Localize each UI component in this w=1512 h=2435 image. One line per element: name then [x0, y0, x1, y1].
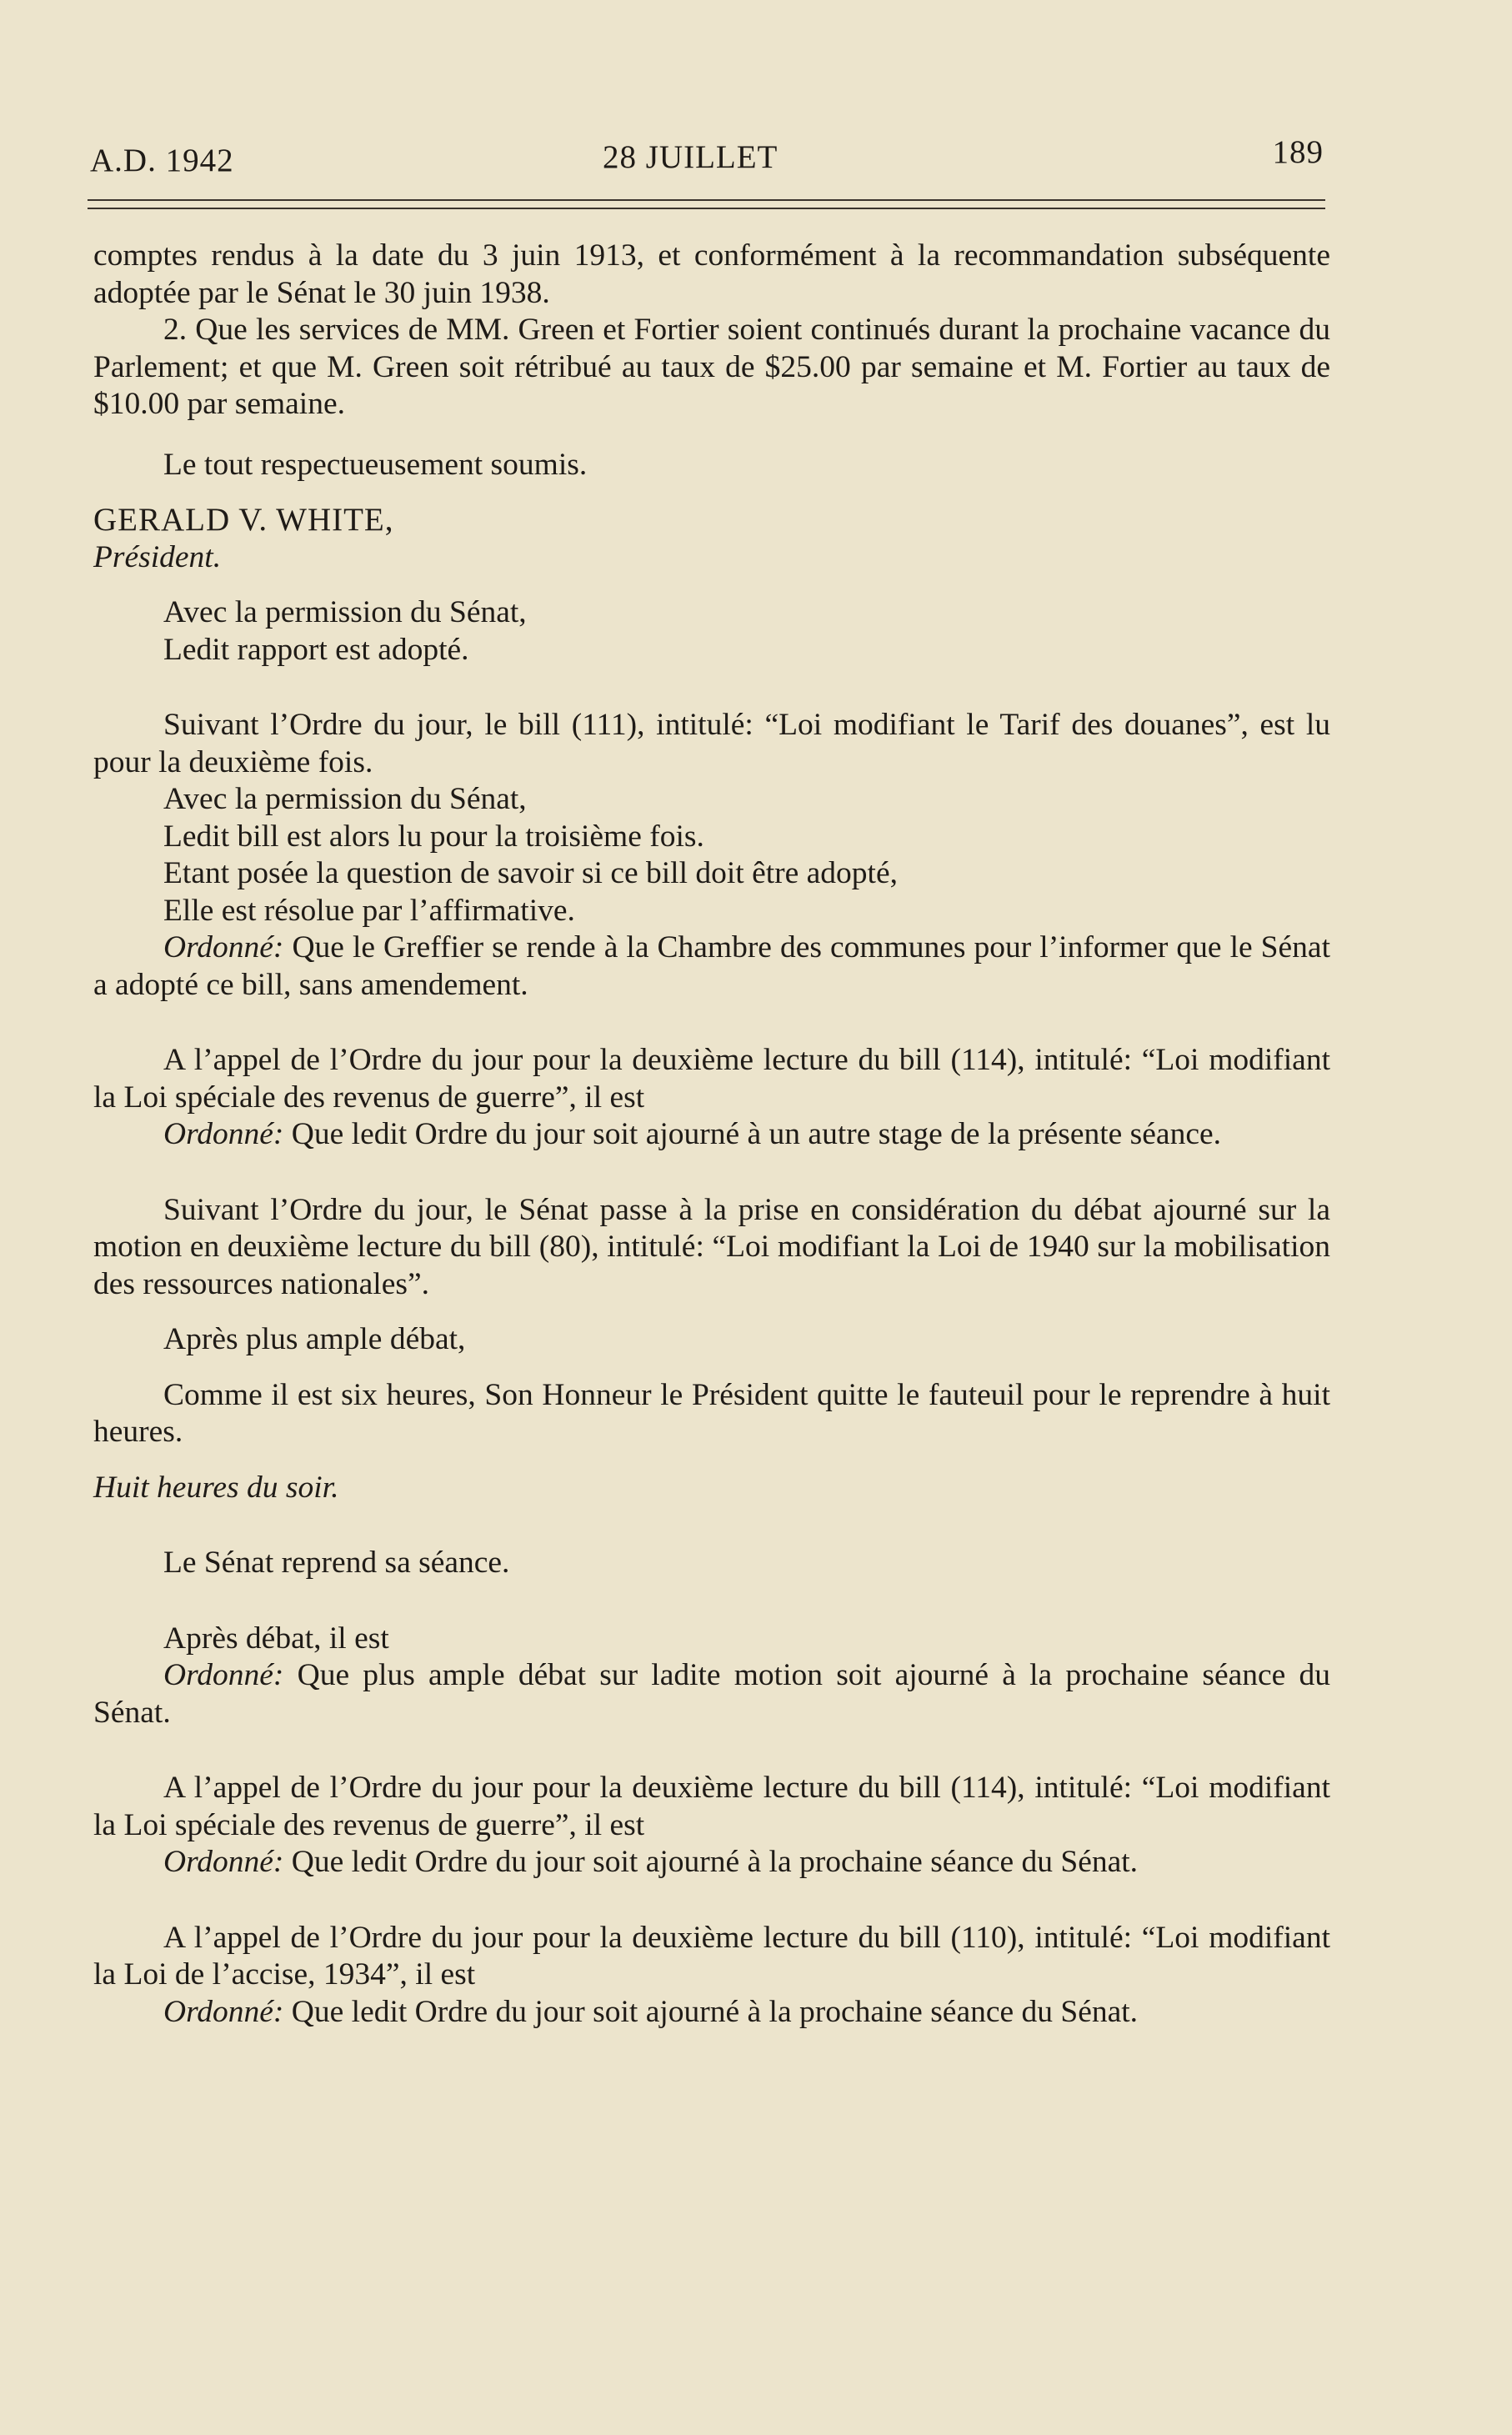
- bill-80-order-text: Que plus ample débat sur ladite motion soit ajourné à la prochaine séance du Sénat.: [93, 1658, 1331, 1730]
- bill-111-order-text: Que le Greffier se rende à la Chambre des communes pour l’informer que le Sénat a adopté ce bill, sans amendement.: [93, 930, 1330, 1002]
- after-debate: Après débat, il est: [163, 1621, 389, 1656]
- header-double-rule: [88, 199, 1325, 209]
- ordonne-label: Ordonné:: [163, 1117, 284, 1151]
- bill-110-intro: A l’appel de l’Ordre du jour pour la deuxième lecture du bill (110), intitulé: “Loi modifiant la Loi de l’accise, 1934”, il est: [93, 1920, 1330, 1992]
- bill-114-order-second: [93, 1844, 1330, 1881]
- bill-111-third-reading: Ledit bill est alors lu pour la troisième fois.: [163, 819, 704, 854]
- bill-111-permission: Avec la permission du Sénat,: [163, 782, 527, 816]
- bill-114-intro-second: A l’appel de l’Ordre du jour pour la deuxième lecture du bill (114), intitulé: “Loi modifiant la Loi spéciale des revenus de guerre”, il est: [93, 1771, 1330, 1842]
- bill-110-order: [93, 1994, 1330, 2032]
- page-header: [90, 133, 1324, 183]
- bill-114-order-second-text: Que ledit Ordre du jour soit ajourné à la prochaine séance du Sénat.: [291, 1845, 1139, 1879]
- ordonne-label: Ordonné:: [163, 1658, 284, 1692]
- page-number: 189: [1272, 134, 1324, 170]
- bill-80-intro: Suivant l’Ordre du jour, le Sénat passe à la prise en considération du débat ajourné sur la motion en deuxième lecture du bill (80), intitulé: “Loi modifiant la Loi de 1940 sur la mobilisation des ressources nationales”.: [93, 1192, 1330, 1301]
- report-adopted: Ledit rapport est adopté.: [163, 632, 469, 667]
- bill-114-order-first: [93, 1116, 1330, 1154]
- paragraph-services: 2. Que les services de MM. Green et Fortier soient continués durant la prochaine vacance du Parlement; et que M. Green soit rétribué au taux de $25.00 par semaine et M. Fortier au taux de $10.00 par semaine.: [93, 313, 1330, 421]
- signature-title: Président.: [93, 539, 222, 574]
- signature-name: GERALD V. WHITE,: [93, 502, 394, 538]
- header-date: 28 JUILLET: [603, 139, 779, 175]
- bill-114-intro-first: A l’appel de l’Ordre du jour pour la deuxième lecture du bill (114), intitulé: “Loi modifiant la Loi spéciale des revenus de guerre”, il est: [93, 1043, 1330, 1115]
- six-hours: Comme il est six heures, Son Honneur le Président quitte le fauteuil pour le reprendre à huit heures.: [93, 1377, 1330, 1449]
- bill-80-order: [93, 1657, 1330, 1731]
- senate-resumes: Le Sénat reprend sa séance.: [163, 1546, 510, 1580]
- bill-111-resolved: Elle est résolue par l’affirmative.: [163, 893, 575, 928]
- ordonne-label: Ordonné:: [163, 1994, 284, 2029]
- ordonne-label: Ordonné:: [163, 1845, 284, 1879]
- bill-111-question: Etant posée la question de savoir si ce bill doit être adopté,: [163, 856, 898, 890]
- page-body: [93, 238, 1330, 2031]
- paragraph-continuation: comptes rendus à la date du 3 juin 1913, et conformément à la recommandation subséquente adoptée par le Sénat le 30 juin 1938.: [93, 238, 1330, 310]
- more-debate: Après plus ample débat,: [163, 1322, 466, 1356]
- eight-pm: Huit heures du soir.: [93, 1470, 339, 1505]
- ordonne-label: Ordonné:: [163, 930, 284, 964]
- respectfully-submitted: Le tout respectueusement soumis.: [163, 447, 588, 482]
- permission-line: Avec la permission du Sénat,: [163, 595, 527, 629]
- bill-111-intro: Suivant l’Ordre du jour, le bill (111), intitulé: “Loi modifiant le Tarif des douanes”, est lu pour la deuxième fois.: [93, 708, 1330, 779]
- header-year: A.D. 1942: [90, 143, 234, 178]
- bill-114-order-first-text: Que ledit Ordre du jour soit ajourné à un autre stage de la présente séance.: [291, 1117, 1221, 1151]
- bill-110-order-text: Que ledit Ordre du jour soit ajourné à la prochaine séance du Sénat.: [291, 1994, 1139, 2029]
- bill-111-order: [93, 929, 1330, 1004]
